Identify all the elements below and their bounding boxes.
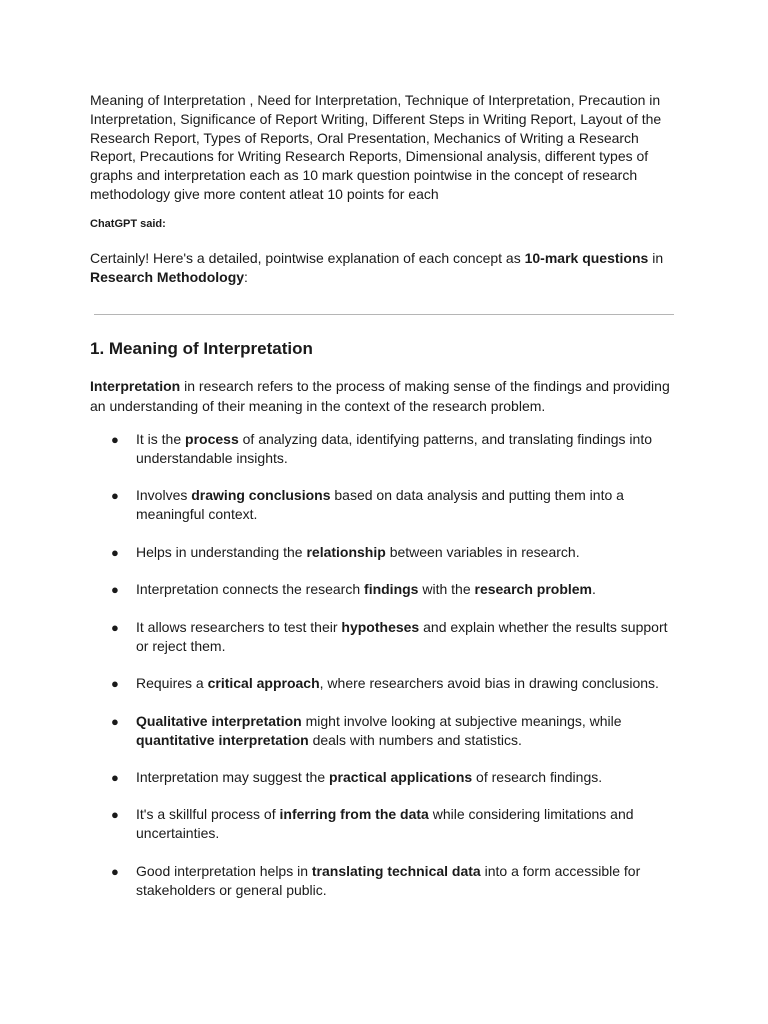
bullet-icon: ● [111, 432, 119, 447]
bullet-icon: ● [111, 620, 119, 635]
list-item-text: . [592, 581, 596, 597]
list-item-text: of analyzing data, identifying patterns, and translating findings into understandable insights. [136, 431, 653, 466]
list-item-text: It allows researchers to test their [136, 619, 342, 635]
list-item [111, 580, 681, 599]
list-item-bold: quantitative interpretation [136, 732, 309, 748]
list-item-text: Helps in understanding the [136, 544, 307, 560]
list-item-text: It is the [136, 431, 186, 447]
list-item-text: based on data analysis and putting them into a meaningful context. [136, 487, 624, 522]
intro-text-3: : [244, 269, 248, 285]
bullet-icon: ● [111, 545, 119, 560]
list-item-bold: inferring from the data [279, 806, 429, 822]
list-item-bold: research problem [474, 581, 592, 597]
bullet-icon: ● [111, 864, 119, 879]
list-item-text: Interpretation may suggest the [136, 769, 329, 785]
list-item-text: of research findings. [472, 769, 603, 785]
list-item-text: deals with numbers and statistics. [308, 732, 522, 748]
list-item-bold: Qualitative interpretation [136, 713, 302, 729]
intro-bold-2: Research Methodology [90, 269, 245, 285]
list-item-text: Requires a [136, 675, 208, 691]
list-item-text: with the [418, 581, 475, 597]
list-item [111, 862, 681, 900]
list-item-text: and explain whether the results support or reject them. [136, 619, 668, 654]
list-item [111, 486, 681, 524]
list-item [111, 674, 681, 693]
list-item-bold: hypotheses [341, 619, 420, 635]
assistant-label: ChatGPT said: [90, 218, 166, 230]
list-item-text: while considering limitations and uncertainties. [136, 806, 634, 841]
list-item-bold: process [185, 431, 239, 447]
list-item-bold: translating technical data [311, 863, 481, 879]
intro-bold-1: 10-mark questions [524, 250, 649, 266]
list-item [111, 805, 681, 843]
list-item [111, 430, 681, 468]
lead-bold: Interpretation [90, 378, 181, 394]
list-item-bold: findings [364, 581, 419, 597]
bullet-icon: ● [111, 714, 119, 729]
bullet-icon: ● [111, 676, 119, 691]
list-item-text: might involve looking at subjective meanings, while [301, 713, 622, 729]
list-item-text: , where researchers avoid bias in drawing conclusions. [319, 675, 659, 691]
user-prompt-text: Meaning of Interpretation , Need for Interpretation, Technique of Interpretation, Precaution in Interpretation, Significance of Report Writing, Different Steps in Writing Report, Layout of the Research Report, Types of Reports, Oral Presentation, Mechanics of Writing a Research Report, Precautions for Writing Research Reports, Dimensional analysis, different types of graphs and interpretation each as 10 mark question pointwise in the concept of research methodology give more content atleat 10 points for each [90, 92, 662, 202]
list-item-bold: critical approach [207, 675, 320, 691]
intro-text-1: Certainly! Here's a detailed, pointwise explanation of each concept as [90, 250, 525, 266]
list-item-text: It's a skillful process of [136, 806, 280, 822]
list-item-text: into a form accessible for stakeholders or general public. [136, 863, 641, 898]
section-lead-paragraph [90, 376, 680, 416]
bullet-icon: ● [111, 488, 119, 503]
bullet-icon: ● [111, 770, 119, 785]
list-item-text: Interpretation connects the research [136, 581, 365, 597]
list-item-text: Good interpretation helps in [136, 863, 312, 879]
section-heading: 1. Meaning of Interpretation [90, 339, 313, 358]
list-item-text: Involves [136, 487, 192, 503]
response-intro [90, 249, 680, 287]
list-item-bold: relationship [306, 544, 386, 560]
bullet-icon: ● [111, 807, 119, 822]
list-item-bold: drawing conclusions [191, 487, 331, 503]
bullet-icon: ● [111, 582, 119, 597]
list-item [111, 543, 681, 562]
list-item-text: between variables in research. [385, 544, 580, 560]
list-item-bold: practical applications [329, 769, 473, 785]
lead-text: in research refers to the process of making sense of the findings and providing an understanding of their meaning in the context of the research problem. [90, 378, 670, 414]
list-item [111, 618, 681, 656]
list-item [111, 768, 681, 787]
intro-text-2: in [648, 250, 664, 266]
horizontal-divider [94, 314, 674, 315]
list-item [111, 712, 681, 750]
